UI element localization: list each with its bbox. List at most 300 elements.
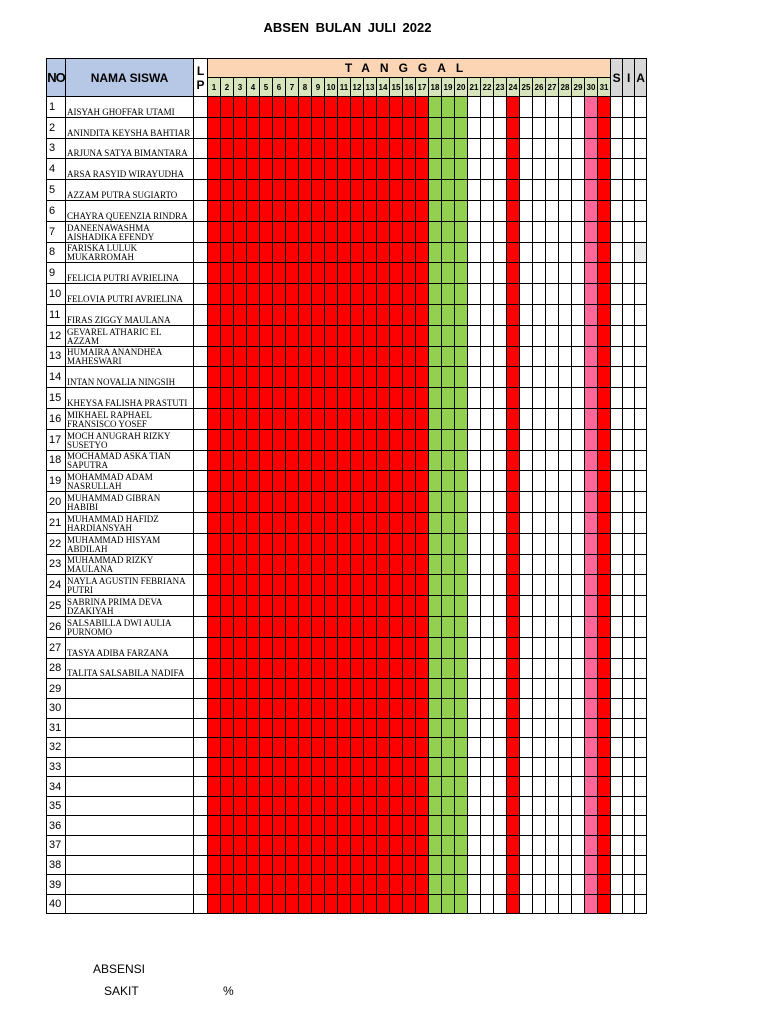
attendance-cell-day-18[interactable] (429, 180, 442, 201)
student-name[interactable] (66, 616, 194, 637)
attendance-cell-day-1[interactable] (208, 97, 221, 118)
attendance-cell-day-25[interactable] (520, 117, 533, 138)
attendance-cell-day-9[interactable] (312, 388, 325, 409)
attendance-cell-day-28[interactable] (559, 855, 572, 875)
attendance-cell-day-12[interactable] (351, 777, 364, 797)
attendance-cell-day-17[interactable] (416, 408, 429, 429)
attendance-cell-day-30[interactable] (585, 554, 598, 575)
attendance-cell-day-9[interactable] (312, 471, 325, 492)
attendance-cell-day-10[interactable] (325, 757, 338, 777)
attendance-cell-day-30[interactable] (585, 718, 598, 738)
attendance-cell-day-16[interactable] (403, 117, 416, 138)
attendance-cell-day-8[interactable] (299, 575, 312, 596)
attendance-cell-day-28[interactable] (559, 388, 572, 409)
attendance-cell-day-3[interactable] (234, 138, 247, 159)
attendance-cell-day-17[interactable] (416, 117, 429, 138)
attendance-cell-day-6[interactable] (273, 429, 286, 450)
attendance-cell-day-21[interactable] (468, 616, 481, 637)
attendance-cell-day-1[interactable] (208, 325, 221, 346)
lp-cell[interactable] (194, 698, 208, 718)
attendance-cell-day-4[interactable] (247, 855, 260, 875)
attendance-cell-day-11[interactable] (338, 512, 351, 533)
attendance-cell-day-17[interactable] (416, 180, 429, 201)
attendance-cell-day-25[interactable] (520, 777, 533, 797)
attendance-cell-day-13[interactable] (364, 408, 377, 429)
lp-cell[interactable] (194, 512, 208, 533)
attendance-cell-day-15[interactable] (390, 554, 403, 575)
attendance-cell-day-26[interactable] (533, 346, 546, 367)
attendance-cell-day-4[interactable] (247, 679, 260, 699)
attendance-cell-day-18[interactable] (429, 698, 442, 718)
total-a-cell[interactable] (635, 242, 647, 263)
attendance-cell-day-28[interactable] (559, 492, 572, 513)
attendance-cell-day-22[interactable] (481, 679, 494, 699)
attendance-cell-day-21[interactable] (468, 596, 481, 617)
attendance-cell-day-13[interactable] (364, 200, 377, 221)
attendance-cell-day-25[interactable] (520, 408, 533, 429)
attendance-cell-day-5[interactable] (260, 117, 273, 138)
attendance-cell-day-11[interactable] (338, 492, 351, 513)
attendance-cell-day-9[interactable] (312, 796, 325, 816)
attendance-cell-day-18[interactable] (429, 554, 442, 575)
attendance-cell-day-1[interactable] (208, 679, 221, 699)
total-s-cell[interactable] (611, 658, 623, 679)
attendance-cell-day-15[interactable] (390, 596, 403, 617)
attendance-cell-day-13[interactable] (364, 836, 377, 856)
attendance-cell-day-10[interactable] (325, 894, 338, 914)
attendance-cell-day-16[interactable] (403, 304, 416, 325)
attendance-cell-day-26[interactable] (533, 855, 546, 875)
attendance-cell-day-30[interactable] (585, 159, 598, 180)
attendance-cell-day-7[interactable] (286, 138, 299, 159)
attendance-cell-day-23[interactable] (494, 855, 507, 875)
attendance-cell-day-14[interactable] (377, 679, 390, 699)
attendance-cell-day-30[interactable] (585, 777, 598, 797)
attendance-cell-day-14[interactable] (377, 117, 390, 138)
total-i-cell[interactable] (623, 533, 635, 554)
attendance-cell-day-26[interactable] (533, 304, 546, 325)
attendance-cell-day-11[interactable] (338, 679, 351, 699)
attendance-cell-day-13[interactable] (364, 346, 377, 367)
total-i-cell[interactable] (623, 777, 635, 797)
attendance-cell-day-23[interactable] (494, 738, 507, 758)
attendance-cell-day-10[interactable] (325, 367, 338, 388)
attendance-cell-day-5[interactable] (260, 658, 273, 679)
attendance-cell-day-13[interactable] (364, 698, 377, 718)
lp-cell[interactable] (194, 816, 208, 836)
attendance-cell-day-29[interactable] (572, 346, 585, 367)
attendance-cell-day-1[interactable] (208, 894, 221, 914)
attendance-cell-day-11[interactable] (338, 777, 351, 797)
attendance-cell-day-4[interactable] (247, 875, 260, 895)
attendance-cell-day-19[interactable] (442, 325, 455, 346)
attendance-cell-day-25[interactable] (520, 718, 533, 738)
attendance-cell-day-23[interactable] (494, 388, 507, 409)
attendance-cell-day-28[interactable] (559, 554, 572, 575)
attendance-cell-day-23[interactable] (494, 894, 507, 914)
attendance-cell-day-21[interactable] (468, 777, 481, 797)
attendance-cell-day-2[interactable] (221, 718, 234, 738)
attendance-cell-day-23[interactable] (494, 533, 507, 554)
attendance-cell-day-29[interactable] (572, 796, 585, 816)
attendance-cell-day-3[interactable] (234, 512, 247, 533)
attendance-cell-day-13[interactable] (364, 777, 377, 797)
attendance-cell-day-29[interactable] (572, 855, 585, 875)
attendance-cell-day-15[interactable] (390, 718, 403, 738)
attendance-cell-day-22[interactable] (481, 367, 494, 388)
attendance-cell-day-9[interactable] (312, 637, 325, 658)
attendance-cell-day-6[interactable] (273, 679, 286, 699)
total-i-cell[interactable] (623, 159, 635, 180)
attendance-cell-day-24[interactable] (507, 117, 520, 138)
attendance-cell-day-7[interactable] (286, 816, 299, 836)
attendance-cell-day-23[interactable] (494, 242, 507, 263)
attendance-cell-day-27[interactable] (546, 346, 559, 367)
attendance-cell-day-29[interactable] (572, 388, 585, 409)
attendance-cell-day-16[interactable] (403, 159, 416, 180)
attendance-cell-day-4[interactable] (247, 738, 260, 758)
attendance-cell-day-27[interactable] (546, 512, 559, 533)
attendance-cell-day-22[interactable] (481, 796, 494, 816)
attendance-cell-day-7[interactable] (286, 180, 299, 201)
attendance-cell-day-28[interactable] (559, 757, 572, 777)
attendance-cell-day-22[interactable] (481, 757, 494, 777)
total-i-cell[interactable] (623, 388, 635, 409)
attendance-cell-day-2[interactable] (221, 596, 234, 617)
attendance-cell-day-28[interactable] (559, 367, 572, 388)
attendance-cell-day-23[interactable] (494, 180, 507, 201)
attendance-cell-day-30[interactable] (585, 512, 598, 533)
attendance-cell-day-25[interactable] (520, 367, 533, 388)
attendance-cell-day-6[interactable] (273, 777, 286, 797)
attendance-cell-day-6[interactable] (273, 533, 286, 554)
attendance-cell-day-21[interactable] (468, 138, 481, 159)
total-a-cell[interactable] (635, 575, 647, 596)
attendance-cell-day-16[interactable] (403, 575, 416, 596)
attendance-cell-day-24[interactable] (507, 97, 520, 118)
total-s-cell[interactable] (611, 637, 623, 658)
attendance-cell-day-12[interactable] (351, 658, 364, 679)
attendance-cell-day-16[interactable] (403, 836, 416, 856)
attendance-cell-day-5[interactable] (260, 816, 273, 836)
attendance-cell-day-26[interactable] (533, 718, 546, 738)
total-i-cell[interactable] (623, 221, 635, 242)
attendance-cell-day-2[interactable] (221, 117, 234, 138)
total-i-cell[interactable] (623, 875, 635, 895)
attendance-cell-day-13[interactable] (364, 97, 377, 118)
attendance-cell-day-26[interactable] (533, 616, 546, 637)
attendance-cell-day-30[interactable] (585, 242, 598, 263)
attendance-cell-day-17[interactable] (416, 471, 429, 492)
attendance-cell-day-23[interactable] (494, 325, 507, 346)
attendance-cell-day-19[interactable] (442, 263, 455, 284)
attendance-cell-day-25[interactable] (520, 855, 533, 875)
total-i-cell[interactable] (623, 242, 635, 263)
lp-cell[interactable] (194, 492, 208, 513)
lp-cell[interactable] (194, 159, 208, 180)
attendance-cell-day-31[interactable] (598, 429, 611, 450)
attendance-cell-day-28[interactable] (559, 616, 572, 637)
attendance-cell-day-10[interactable] (325, 242, 338, 263)
attendance-cell-day-9[interactable] (312, 346, 325, 367)
attendance-cell-day-2[interactable] (221, 492, 234, 513)
attendance-cell-day-2[interactable] (221, 242, 234, 263)
total-i-cell[interactable] (623, 408, 635, 429)
attendance-cell-day-7[interactable] (286, 304, 299, 325)
attendance-cell-day-14[interactable] (377, 894, 390, 914)
attendance-cell-day-8[interactable] (299, 875, 312, 895)
attendance-cell-day-3[interactable] (234, 159, 247, 180)
attendance-cell-day-14[interactable] (377, 718, 390, 738)
attendance-cell-day-29[interactable] (572, 284, 585, 305)
attendance-cell-day-5[interactable] (260, 836, 273, 856)
total-a-cell[interactable] (635, 284, 647, 305)
attendance-cell-day-18[interactable] (429, 263, 442, 284)
attendance-cell-day-17[interactable] (416, 159, 429, 180)
lp-cell[interactable] (194, 894, 208, 914)
attendance-cell-day-3[interactable] (234, 221, 247, 242)
lp-cell[interactable] (194, 388, 208, 409)
total-i-cell[interactable] (623, 816, 635, 836)
attendance-cell-day-22[interactable] (481, 429, 494, 450)
student-name[interactable] (66, 596, 194, 617)
attendance-cell-day-23[interactable] (494, 429, 507, 450)
attendance-cell-day-10[interactable] (325, 471, 338, 492)
attendance-cell-day-7[interactable] (286, 894, 299, 914)
attendance-cell-day-17[interactable] (416, 718, 429, 738)
student-name[interactable] (66, 816, 194, 836)
attendance-cell-day-28[interactable] (559, 284, 572, 305)
attendance-cell-day-18[interactable] (429, 637, 442, 658)
attendance-cell-day-22[interactable] (481, 616, 494, 637)
attendance-cell-day-7[interactable] (286, 575, 299, 596)
attendance-cell-day-4[interactable] (247, 718, 260, 738)
total-a-cell[interactable] (635, 658, 647, 679)
attendance-cell-day-20[interactable] (455, 698, 468, 718)
attendance-cell-day-4[interactable] (247, 284, 260, 305)
attendance-cell-day-28[interactable] (559, 221, 572, 242)
attendance-cell-day-9[interactable] (312, 533, 325, 554)
student-name[interactable] (66, 180, 194, 201)
total-a-cell[interactable] (635, 408, 647, 429)
attendance-cell-day-29[interactable] (572, 875, 585, 895)
attendance-cell-day-11[interactable] (338, 159, 351, 180)
attendance-cell-day-2[interactable] (221, 855, 234, 875)
attendance-cell-day-13[interactable] (364, 679, 377, 699)
attendance-cell-day-18[interactable] (429, 346, 442, 367)
attendance-cell-day-21[interactable] (468, 180, 481, 201)
attendance-cell-day-11[interactable] (338, 200, 351, 221)
attendance-cell-day-21[interactable] (468, 698, 481, 718)
attendance-cell-day-1[interactable] (208, 304, 221, 325)
total-s-cell[interactable] (611, 367, 623, 388)
total-a-cell[interactable] (635, 855, 647, 875)
attendance-cell-day-3[interactable] (234, 388, 247, 409)
attendance-cell-day-21[interactable] (468, 471, 481, 492)
attendance-cell-day-15[interactable] (390, 429, 403, 450)
attendance-cell-day-12[interactable] (351, 875, 364, 895)
attendance-cell-day-12[interactable] (351, 533, 364, 554)
attendance-cell-day-6[interactable] (273, 596, 286, 617)
attendance-cell-day-29[interactable] (572, 159, 585, 180)
total-s-cell[interactable] (611, 512, 623, 533)
attendance-cell-day-31[interactable] (598, 242, 611, 263)
attendance-cell-day-15[interactable] (390, 533, 403, 554)
attendance-cell-day-7[interactable] (286, 637, 299, 658)
attendance-cell-day-6[interactable] (273, 492, 286, 513)
attendance-cell-day-31[interactable] (598, 616, 611, 637)
attendance-cell-day-8[interactable] (299, 816, 312, 836)
attendance-cell-day-8[interactable] (299, 221, 312, 242)
attendance-cell-day-15[interactable] (390, 180, 403, 201)
attendance-cell-day-13[interactable] (364, 284, 377, 305)
attendance-cell-day-18[interactable] (429, 367, 442, 388)
attendance-cell-day-29[interactable] (572, 304, 585, 325)
attendance-cell-day-26[interactable] (533, 596, 546, 617)
attendance-cell-day-10[interactable] (325, 97, 338, 118)
lp-cell[interactable] (194, 304, 208, 325)
attendance-cell-day-19[interactable] (442, 596, 455, 617)
attendance-cell-day-16[interactable] (403, 894, 416, 914)
attendance-cell-day-22[interactable] (481, 658, 494, 679)
attendance-cell-day-16[interactable] (403, 221, 416, 242)
total-a-cell[interactable] (635, 97, 647, 118)
attendance-cell-day-27[interactable] (546, 388, 559, 409)
attendance-cell-day-21[interactable] (468, 429, 481, 450)
attendance-cell-day-21[interactable] (468, 117, 481, 138)
lp-cell[interactable] (194, 796, 208, 816)
attendance-cell-day-4[interactable] (247, 796, 260, 816)
attendance-cell-day-24[interactable] (507, 284, 520, 305)
attendance-cell-day-14[interactable] (377, 180, 390, 201)
total-i-cell[interactable] (623, 304, 635, 325)
attendance-cell-day-2[interactable] (221, 875, 234, 895)
attendance-cell-day-25[interactable] (520, 138, 533, 159)
attendance-cell-day-26[interactable] (533, 263, 546, 284)
attendance-cell-day-11[interactable] (338, 346, 351, 367)
attendance-cell-day-14[interactable] (377, 200, 390, 221)
attendance-cell-day-24[interactable] (507, 836, 520, 856)
attendance-cell-day-22[interactable] (481, 408, 494, 429)
attendance-cell-day-5[interactable] (260, 304, 273, 325)
attendance-cell-day-24[interactable] (507, 200, 520, 221)
attendance-cell-day-6[interactable] (273, 117, 286, 138)
attendance-cell-day-26[interactable] (533, 816, 546, 836)
total-s-cell[interactable] (611, 180, 623, 201)
attendance-cell-day-22[interactable] (481, 180, 494, 201)
attendance-cell-day-8[interactable] (299, 836, 312, 856)
attendance-cell-day-7[interactable] (286, 97, 299, 118)
attendance-cell-day-2[interactable] (221, 471, 234, 492)
attendance-cell-day-28[interactable] (559, 471, 572, 492)
attendance-cell-day-14[interactable] (377, 388, 390, 409)
attendance-cell-day-24[interactable] (507, 138, 520, 159)
attendance-cell-day-19[interactable] (442, 738, 455, 758)
attendance-cell-day-19[interactable] (442, 894, 455, 914)
attendance-cell-day-5[interactable] (260, 855, 273, 875)
attendance-cell-day-11[interactable] (338, 367, 351, 388)
attendance-cell-day-12[interactable] (351, 242, 364, 263)
attendance-cell-day-9[interactable] (312, 596, 325, 617)
attendance-cell-day-14[interactable] (377, 616, 390, 637)
attendance-cell-day-13[interactable] (364, 512, 377, 533)
attendance-cell-day-17[interactable] (416, 757, 429, 777)
attendance-cell-day-25[interactable] (520, 575, 533, 596)
attendance-cell-day-24[interactable] (507, 875, 520, 895)
attendance-cell-day-16[interactable] (403, 718, 416, 738)
attendance-cell-day-25[interactable] (520, 97, 533, 118)
attendance-cell-day-11[interactable] (338, 388, 351, 409)
attendance-cell-day-1[interactable] (208, 637, 221, 658)
attendance-cell-day-24[interactable] (507, 816, 520, 836)
attendance-cell-day-15[interactable] (390, 159, 403, 180)
attendance-cell-day-8[interactable] (299, 679, 312, 699)
total-s-cell[interactable] (611, 159, 623, 180)
attendance-cell-day-1[interactable] (208, 429, 221, 450)
attendance-cell-day-22[interactable] (481, 894, 494, 914)
attendance-cell-day-17[interactable] (416, 263, 429, 284)
attendance-cell-day-7[interactable] (286, 855, 299, 875)
attendance-cell-day-15[interactable] (390, 200, 403, 221)
total-s-cell[interactable] (611, 777, 623, 797)
attendance-cell-day-11[interactable] (338, 408, 351, 429)
attendance-cell-day-31[interactable] (598, 738, 611, 758)
attendance-cell-day-6[interactable] (273, 346, 286, 367)
attendance-cell-day-29[interactable] (572, 408, 585, 429)
attendance-cell-day-29[interactable] (572, 533, 585, 554)
attendance-cell-day-17[interactable] (416, 346, 429, 367)
attendance-cell-day-2[interactable] (221, 575, 234, 596)
total-i-cell[interactable] (623, 738, 635, 758)
attendance-cell-day-31[interactable] (598, 875, 611, 895)
attendance-cell-day-10[interactable] (325, 738, 338, 758)
attendance-cell-day-18[interactable] (429, 429, 442, 450)
attendance-cell-day-20[interactable] (455, 117, 468, 138)
attendance-cell-day-20[interactable] (455, 816, 468, 836)
attendance-cell-day-21[interactable] (468, 738, 481, 758)
attendance-cell-day-7[interactable] (286, 367, 299, 388)
total-s-cell[interactable] (611, 284, 623, 305)
attendance-cell-day-6[interactable] (273, 221, 286, 242)
attendance-cell-day-25[interactable] (520, 596, 533, 617)
attendance-cell-day-19[interactable] (442, 117, 455, 138)
attendance-cell-day-19[interactable] (442, 221, 455, 242)
attendance-cell-day-12[interactable] (351, 429, 364, 450)
attendance-cell-day-22[interactable] (481, 875, 494, 895)
attendance-cell-day-27[interactable] (546, 757, 559, 777)
attendance-cell-day-7[interactable] (286, 221, 299, 242)
lp-cell[interactable] (194, 242, 208, 263)
attendance-cell-day-16[interactable] (403, 637, 416, 658)
attendance-cell-day-17[interactable] (416, 816, 429, 836)
attendance-cell-day-14[interactable] (377, 816, 390, 836)
attendance-cell-day-20[interactable] (455, 200, 468, 221)
attendance-cell-day-28[interactable] (559, 777, 572, 797)
attendance-cell-day-5[interactable] (260, 429, 273, 450)
attendance-cell-day-4[interactable] (247, 698, 260, 718)
total-s-cell[interactable] (611, 554, 623, 575)
total-s-cell[interactable] (611, 575, 623, 596)
attendance-cell-day-17[interactable] (416, 429, 429, 450)
attendance-cell-day-21[interactable] (468, 757, 481, 777)
attendance-cell-day-16[interactable] (403, 408, 416, 429)
attendance-cell-day-28[interactable] (559, 575, 572, 596)
attendance-cell-day-7[interactable] (286, 471, 299, 492)
attendance-cell-day-24[interactable] (507, 346, 520, 367)
student-name[interactable] (66, 658, 194, 679)
attendance-cell-day-3[interactable] (234, 263, 247, 284)
student-name[interactable] (66, 346, 194, 367)
